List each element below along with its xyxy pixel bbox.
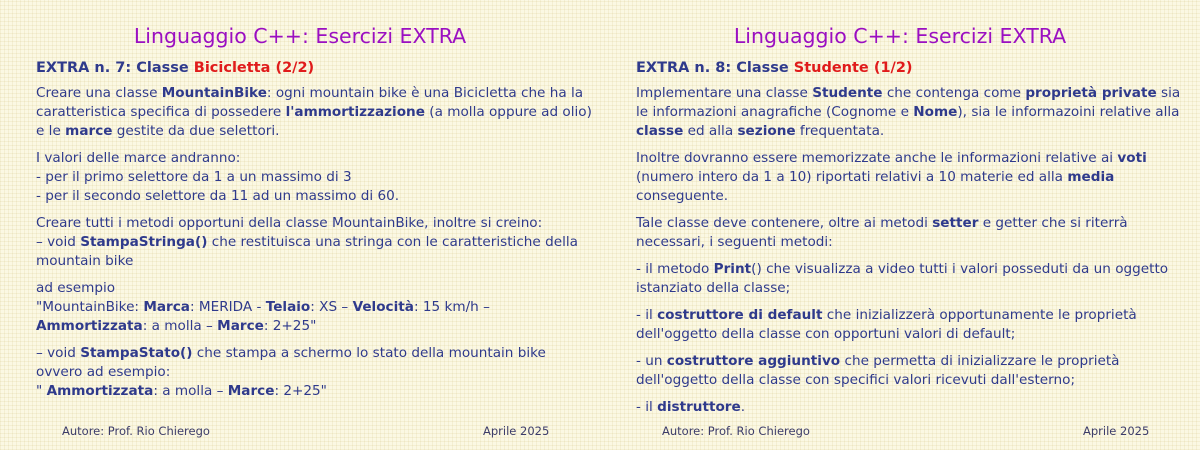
paragraph bbox=[36, 344, 588, 401]
text-line bbox=[636, 233, 1188, 252]
text: – void bbox=[36, 345, 81, 361]
paragraph bbox=[36, 149, 588, 206]
footer-date: Aprile 2025 bbox=[483, 424, 550, 438]
bold-text: Velocità bbox=[352, 299, 414, 315]
text: - il bbox=[636, 399, 658, 415]
text: - il bbox=[636, 307, 658, 323]
text: Tale classe deve contenere, oltre ai metodi bbox=[636, 215, 933, 231]
text-line bbox=[636, 122, 1188, 141]
text: Creare una classe bbox=[36, 85, 162, 101]
text: dell'oggetto della classe con opportuni valori di default; bbox=[636, 326, 1016, 342]
text-line bbox=[636, 260, 1188, 279]
text: "MountainBike: bbox=[36, 299, 144, 315]
footer-author: Autore: Prof. Rio Chierego bbox=[62, 424, 210, 438]
exercise-heading bbox=[636, 60, 1188, 76]
slide-extra-8 bbox=[600, 0, 1200, 450]
text: che restituisca una stringa con le caratteristiche della bbox=[207, 234, 578, 250]
text: e getter che si riterrà bbox=[978, 215, 1128, 231]
text-line bbox=[36, 382, 588, 401]
text: : XS – bbox=[310, 299, 353, 315]
text: (numero intero da 1 a 10) riportati relativi a 10 materie ed alla bbox=[636, 169, 1068, 185]
text: necessari, i seguenti metodi: bbox=[636, 234, 833, 250]
paragraph bbox=[636, 84, 1188, 141]
text-line bbox=[36, 233, 588, 252]
bold-text: l'ammortizzazione bbox=[285, 104, 425, 120]
text-line bbox=[36, 298, 588, 317]
text: frequentata. bbox=[795, 123, 885, 139]
bold-text: Marca bbox=[143, 299, 190, 315]
text-line bbox=[636, 149, 1188, 168]
text: – void bbox=[36, 234, 81, 250]
text-line bbox=[36, 363, 588, 382]
text: : ogni mountain bike è una Bicicletta che ha la bbox=[266, 85, 584, 101]
text-line bbox=[636, 187, 1188, 206]
text-line bbox=[36, 122, 588, 141]
text-line bbox=[636, 325, 1188, 344]
bold-text: Print bbox=[713, 261, 752, 277]
text-line bbox=[36, 344, 588, 363]
slide-title: Linguaggio C++: Esercizi EXTRA bbox=[133, 24, 467, 48]
text: istanziato della classe; bbox=[636, 280, 791, 296]
paragraph bbox=[636, 260, 1188, 298]
text: (a molla oppure ad olio) bbox=[424, 104, 592, 120]
bold-text: marce bbox=[65, 123, 113, 139]
bold-text: Nome bbox=[913, 104, 958, 120]
text: che contenga come bbox=[882, 85, 1026, 101]
bold-text: Telaio bbox=[265, 299, 311, 315]
bold-text: classe bbox=[636, 123, 684, 139]
text: - per il primo selettore da 1 a un massimo di 3 bbox=[36, 169, 352, 185]
bold-text: StampaStringa() bbox=[80, 234, 208, 250]
text-line bbox=[636, 306, 1188, 325]
text: gestite da due selettori. bbox=[112, 123, 280, 139]
heading-accent: Bicicletta (2/2) bbox=[193, 60, 315, 76]
bold-text: Studente bbox=[812, 85, 883, 101]
paragraph bbox=[636, 398, 1188, 417]
text-line bbox=[636, 84, 1188, 103]
paragraph bbox=[636, 149, 1188, 206]
text-line bbox=[636, 398, 1188, 417]
text: che inizializzerà opportunamente le proprietà bbox=[822, 307, 1137, 323]
bold-text: distruttore bbox=[657, 399, 741, 415]
bold-text: Ammortizzata bbox=[36, 318, 143, 334]
paragraph bbox=[36, 214, 588, 271]
paragraph bbox=[636, 352, 1188, 390]
text: I valori delle marce andranno: bbox=[36, 150, 241, 166]
bold-text: Marce bbox=[217, 318, 264, 334]
heading-accent: Studente (1/2) bbox=[793, 60, 913, 76]
slide-content bbox=[36, 60, 592, 409]
text: dell'oggetto della classe con specifici valori ricevuti dall'esterno; bbox=[636, 372, 1076, 388]
text: sia bbox=[1156, 85, 1181, 101]
text: : 2+25" bbox=[263, 318, 317, 334]
text: mountain bike bbox=[36, 253, 134, 269]
paragraphs bbox=[36, 84, 592, 401]
text: ed alla bbox=[683, 123, 738, 139]
text-line bbox=[36, 187, 588, 206]
text: () che visualizza a video tutti i valori posseduti da un oggetto bbox=[751, 261, 1169, 277]
heading-prefix: EXTRA n. 8: Classe bbox=[636, 60, 794, 76]
text: Implementare una classe bbox=[636, 85, 813, 101]
text: - per il secondo selettore da 11 ad un massimo di 60. bbox=[36, 188, 400, 204]
text: . bbox=[740, 399, 746, 415]
text: le informazioni anagrafiche (Cognome e bbox=[636, 104, 914, 120]
bold-text: proprietà private bbox=[1025, 85, 1157, 101]
text-line bbox=[36, 252, 588, 271]
text: : 15 km/h – bbox=[413, 299, 490, 315]
bold-text: media bbox=[1067, 169, 1115, 185]
bold-text: Ammortizzata bbox=[46, 383, 154, 399]
text-line bbox=[36, 149, 588, 168]
text-line bbox=[636, 168, 1188, 187]
text: Creare tutti i metodi opportuni della classe MountainBike, inoltre si creino: bbox=[36, 215, 543, 231]
slide-content bbox=[636, 60, 1188, 425]
bold-text: costruttore aggiuntivo bbox=[666, 353, 841, 369]
text: ad esempio bbox=[36, 280, 116, 296]
text-line bbox=[36, 84, 588, 103]
paragraph bbox=[36, 279, 588, 336]
text-line bbox=[636, 214, 1188, 233]
paragraph bbox=[636, 214, 1188, 252]
text: - un bbox=[636, 353, 667, 369]
text: ovvero ad esempio: bbox=[36, 364, 171, 380]
bold-text: MountainBike bbox=[161, 85, 267, 101]
text: : a molla – bbox=[142, 318, 218, 334]
bold-text: Marce bbox=[227, 383, 275, 399]
bold-text: setter bbox=[932, 215, 979, 231]
text-line bbox=[36, 279, 588, 298]
paragraph bbox=[636, 306, 1188, 344]
exercise-heading bbox=[36, 60, 588, 76]
text-line bbox=[636, 371, 1188, 390]
text-line bbox=[36, 103, 592, 122]
bold-text: voti bbox=[1117, 150, 1147, 166]
paragraph bbox=[36, 84, 592, 141]
text: che permetta di inizializzare le proprietà bbox=[840, 353, 1120, 369]
bold-text: costruttore di default bbox=[657, 307, 823, 323]
text: e le bbox=[36, 123, 66, 139]
text: - il metodo bbox=[636, 261, 714, 277]
text-line bbox=[36, 168, 588, 187]
bold-text: sezione bbox=[737, 123, 796, 139]
text-line bbox=[36, 317, 588, 336]
text-line bbox=[636, 279, 1188, 298]
slide-title: Linguaggio C++: Esercizi EXTRA bbox=[733, 24, 1067, 48]
text: Inoltre dovranno essere memorizzate anche le informazioni relative ai bbox=[636, 150, 1118, 166]
text: ), sia le informazoini relative alla bbox=[957, 104, 1180, 120]
footer-author: Autore: Prof. Rio Chierego bbox=[662, 424, 810, 438]
text-line bbox=[636, 352, 1188, 371]
text: : a molla – bbox=[153, 383, 228, 399]
text: caratteristica specifica di possedere bbox=[36, 104, 286, 120]
heading-prefix: EXTRA n. 7: Classe bbox=[36, 60, 194, 76]
text: : MERIDA - bbox=[189, 299, 266, 315]
paragraphs bbox=[636, 84, 1188, 417]
text: : 2+25" bbox=[274, 383, 327, 399]
text: che stampa a schermo lo stato della mountain bike bbox=[192, 345, 546, 361]
text-line bbox=[636, 103, 1188, 122]
text-line bbox=[36, 214, 588, 233]
footer-date: Aprile 2025 bbox=[1083, 424, 1150, 438]
text: conseguente. bbox=[636, 188, 729, 204]
text: " bbox=[36, 383, 47, 399]
bold-text: StampaStato() bbox=[80, 345, 193, 361]
